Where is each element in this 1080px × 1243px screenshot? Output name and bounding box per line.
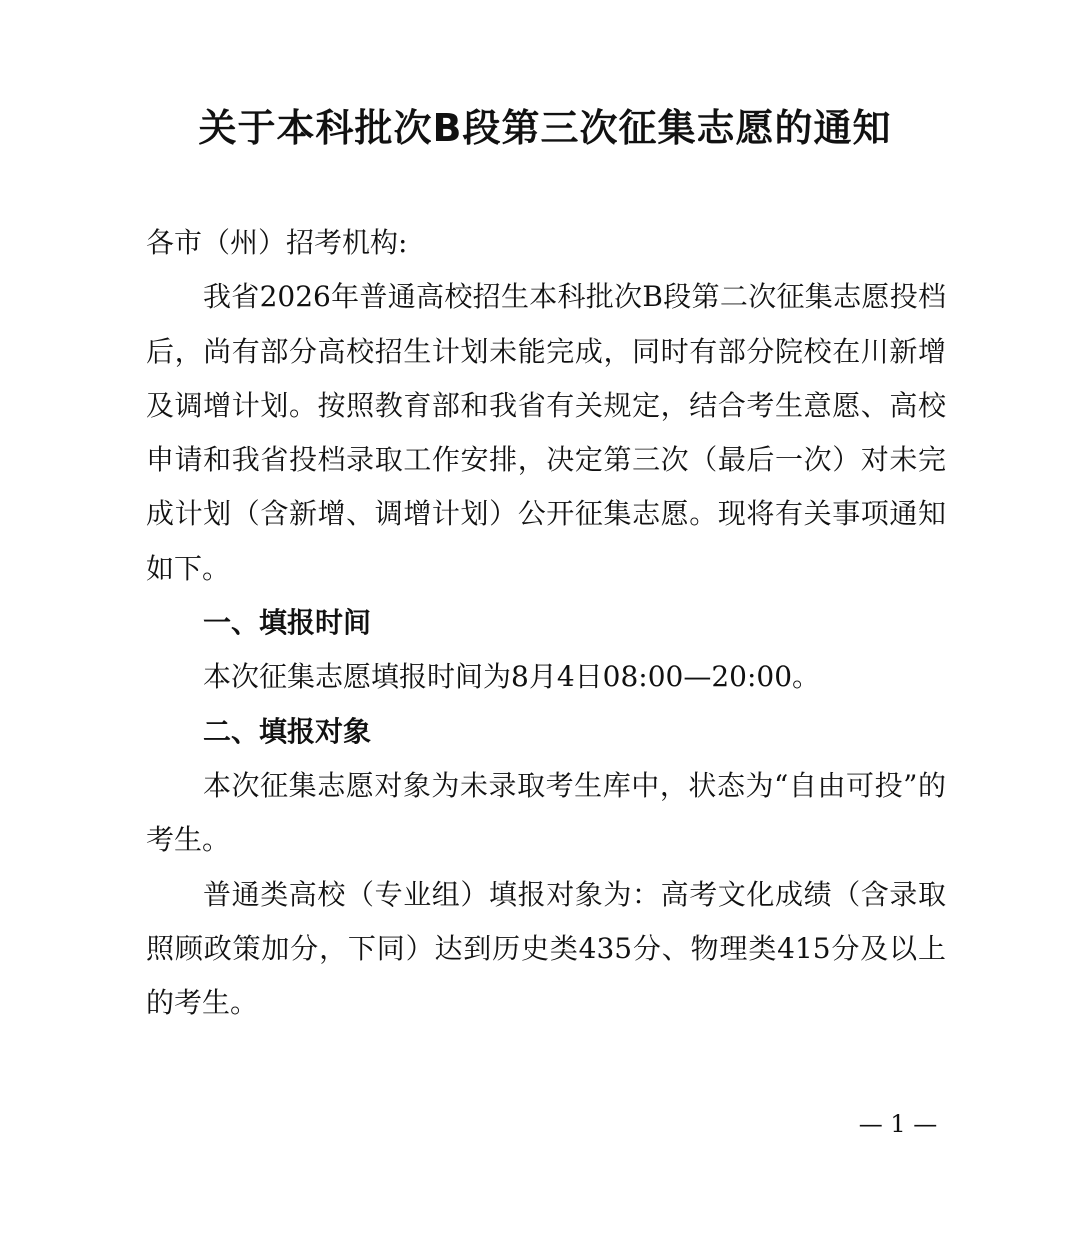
document-title: 关于本科批次B段第三次征集志愿的通知 bbox=[198, 106, 892, 150]
intro-paragraph: 我省2026年普通高校招生本科批次B段第二次征集志愿投档后，尚有部分高校招生计划未能完成，同时有部分院校在川新增及调增计划。按照教育部和我省有关规定，结合考生意愿、高校申请和我省投档录取工作安排，决定第三次（最后一次）对未完成计划（含新增、调增计划）公开征集志愿。现将有关事项通知如下。 bbox=[146, 280, 946, 585]
target-paragraph: 本次征集志愿对象为未录取考生库中，状态为“自由可投”的考生。 bbox=[146, 768, 946, 857]
general-target-paragraph: 普通类高校（专业组）填报对象为：高考文化成绩（含录取照顾政策加分，下同）达到历史类435分、物理类415分及以上的考生。 bbox=[146, 877, 946, 1020]
time-paragraph: 本次征集志愿填报时间为8月4日08:00—20:00。 bbox=[203, 660, 821, 694]
document-body bbox=[146, 216, 946, 1030]
section-heading-time: 一、填报时间 bbox=[203, 606, 372, 640]
section-heading-target: 二、填报对象 bbox=[203, 714, 372, 748]
salutation: 各市（州）招考机构: bbox=[146, 226, 408, 259]
page-number: — 1 — bbox=[858, 1110, 938, 1138]
